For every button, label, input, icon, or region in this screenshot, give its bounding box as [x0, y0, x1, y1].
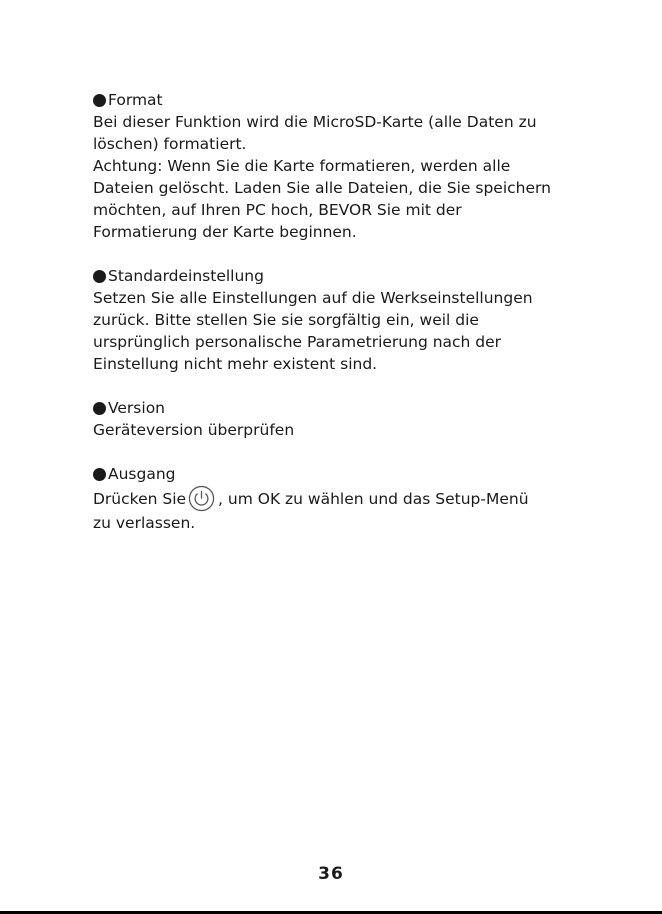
- body-line: Achtung: Wenn Sie die Karte formatieren, werden alle: [93, 157, 511, 175]
- body-line: Geräteversion überprüfen: [93, 421, 295, 439]
- section-heading: [93, 397, 613, 419]
- bullet-icon: [93, 402, 106, 415]
- body-line: Formatierung der Karte beginnen.: [93, 223, 357, 241]
- body-line: zurück. Bitte stellen Sie sie sorgfältig ein, weil die: [93, 311, 479, 329]
- body-line: Einstellung nicht mehr existent sind.: [93, 355, 378, 373]
- body-line: löschen) formatiert.: [93, 135, 247, 153]
- section-format: [93, 89, 613, 243]
- section-title: Format: [108, 91, 163, 109]
- body-line: ursprünglich personalische Parametrierung nach der: [93, 333, 502, 351]
- bullet-icon: [93, 270, 106, 283]
- body-line: zu verlassen.: [93, 514, 196, 532]
- body-line: Dateien gelöscht. Laden Sie alle Dateien, die Sie speichern: [93, 179, 551, 197]
- bullet-icon: [93, 94, 106, 107]
- section-version: [93, 397, 613, 441]
- body-text: Drücken Sie: [93, 490, 187, 508]
- section-title: Version: [108, 399, 165, 417]
- section-title: Ausgang: [108, 465, 176, 483]
- section-heading: [93, 463, 613, 485]
- section-ausgang: [93, 463, 613, 534]
- section-title: Standardeinstellung: [108, 267, 264, 285]
- page-number: 36: [318, 864, 344, 884]
- manual-content: [93, 89, 613, 556]
- section-standardeinstellung: [93, 265, 613, 375]
- bullet-icon: [93, 468, 106, 481]
- body-line-with-icon: [93, 485, 613, 512]
- section-heading: [93, 89, 613, 111]
- body-line: möchten, auf Ihren PC hoch, BEVOR Sie mit der: [93, 201, 462, 219]
- body-text: , um OK zu wählen und das Setup-Menü: [218, 490, 529, 508]
- body-line: Setzen Sie alle Einstellungen auf die Werkseinstellungen: [93, 289, 533, 307]
- body-line: Bei dieser Funktion wird die MicroSD-Karte (alle Daten zu: [93, 113, 537, 131]
- power-icon: [188, 485, 215, 512]
- section-heading: [93, 265, 613, 287]
